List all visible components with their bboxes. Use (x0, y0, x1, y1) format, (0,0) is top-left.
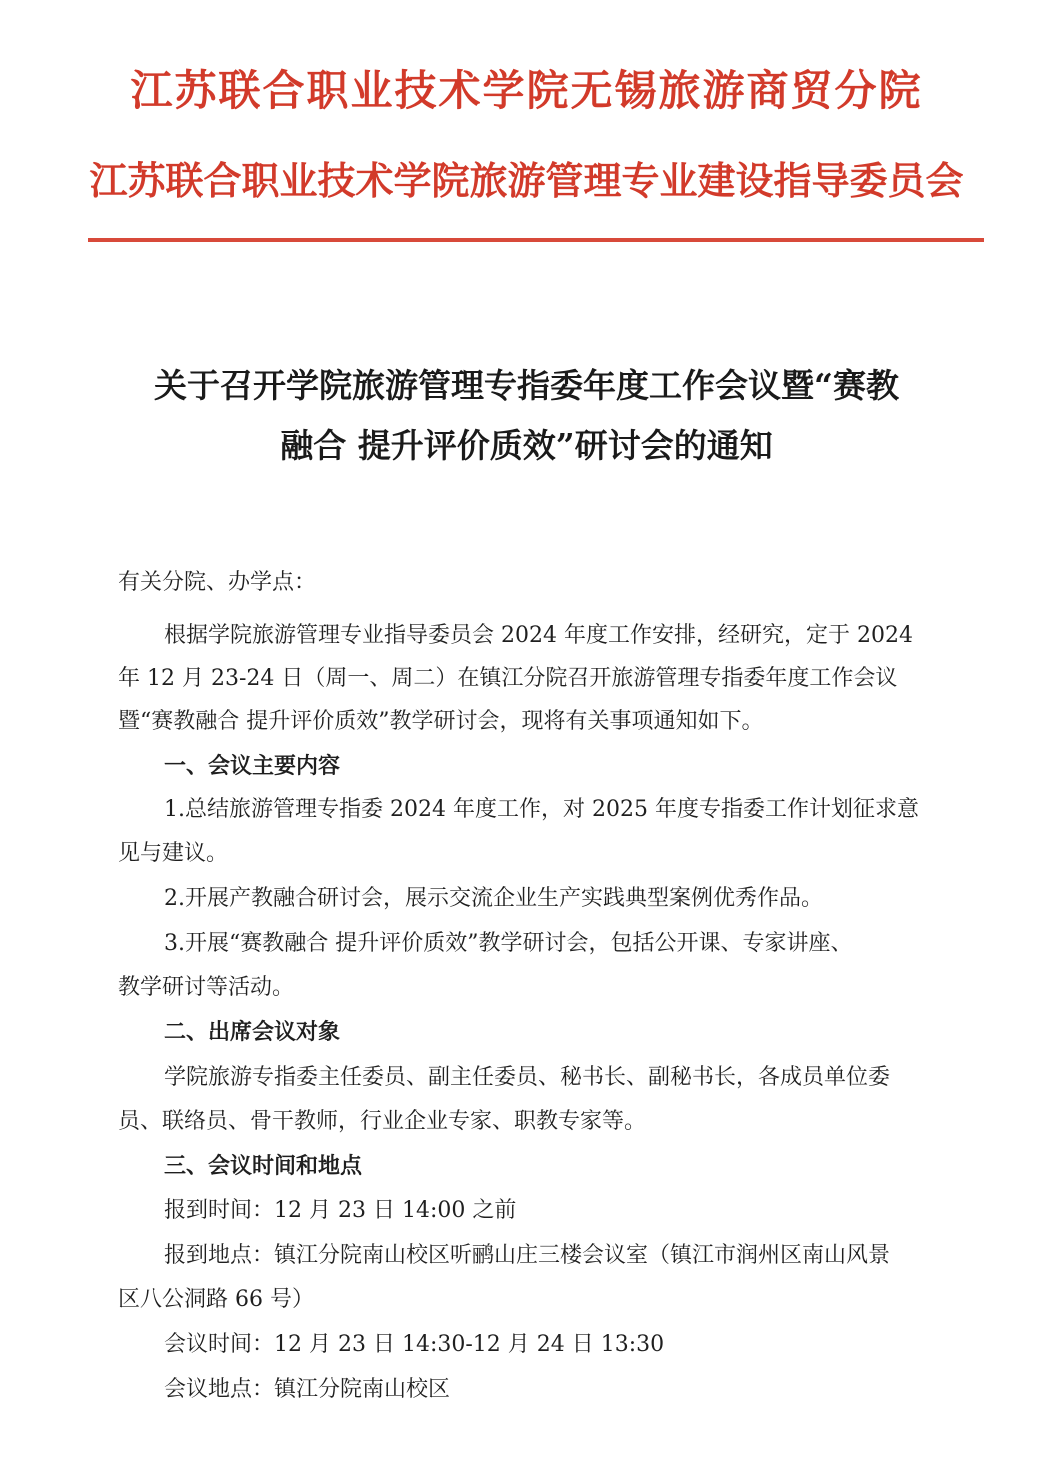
content-item-1-line: 1.总结旅游管理专指委 2024 年度工作，对 2025 年度专指委工作计划征求意 (164, 797, 919, 822)
checkin-place-line: 报到地点：镇江分院南山校区听鹂山庄三楼会议室（镇江市润州区南山风景 (164, 1243, 891, 1268)
attendees-line: 学院旅游专指委主任委员、副主任委员、秘书长、副秘书长，各成员单位委 (164, 1065, 891, 1090)
letterhead-line-2: 江苏联合职业技术学院旅游管理专业建设指导委员会 (89, 158, 964, 203)
notice-title-line-2: 融合 提升评价质效”研讨会的通知 (280, 426, 773, 465)
checkin-place-line: 区八公洞路 66 号） (118, 1287, 314, 1312)
intro-line: 根据学院旅游管理专业指导委员会 2024 年度工作安排，经研究，定于 2024 (164, 623, 913, 648)
intro-line: 暨“赛教融合 提升评价质效”教学研讨会，现将有关事项通知如下。 (118, 709, 764, 734)
salutation: 有关分院、办学点： (118, 570, 317, 595)
letterhead-line-1: 江苏联合职业技术学院无锡旅游商贸分院 (130, 66, 923, 115)
notice-title-line-1: 关于召开学院旅游管理专指委年度工作会议暨“赛教 (154, 366, 899, 405)
intro-line: 年 12 月 23-24 日（周一、周二）在镇江分院召开旅游管理专指委年度工作会议 (118, 666, 898, 691)
meeting-place: 会议地点：镇江分院南山校区 (164, 1377, 451, 1402)
content-item-3-line: 教学研讨等活动。 (118, 975, 295, 1000)
letterhead-divider (88, 238, 984, 242)
checkin-time: 报到时间：12 月 23 日 14:00 之前 (164, 1198, 517, 1223)
attendees-line: 员、联络员、骨干教师，行业企业专家、职教专家等。 (118, 1109, 647, 1134)
section-heading-time-place: 三、会议时间和地点 (164, 1154, 363, 1179)
content-item-1-line: 见与建议。 (118, 841, 229, 866)
content-item-3-line: 3.开展“赛教融合 提升评价质效”教学研讨会，包括公开课、专家讲座、 (164, 931, 853, 956)
content-item-2: 2.开展产教融合研讨会，展示交流企业生产实践典型案例优秀作品。 (164, 886, 823, 911)
section-heading-attendees: 二、出席会议对象 (164, 1020, 341, 1045)
meeting-time: 会议时间：12 月 23 日 14:30-12 月 24 日 13:30 (164, 1332, 665, 1357)
section-heading-content: 一、会议主要内容 (164, 754, 341, 779)
